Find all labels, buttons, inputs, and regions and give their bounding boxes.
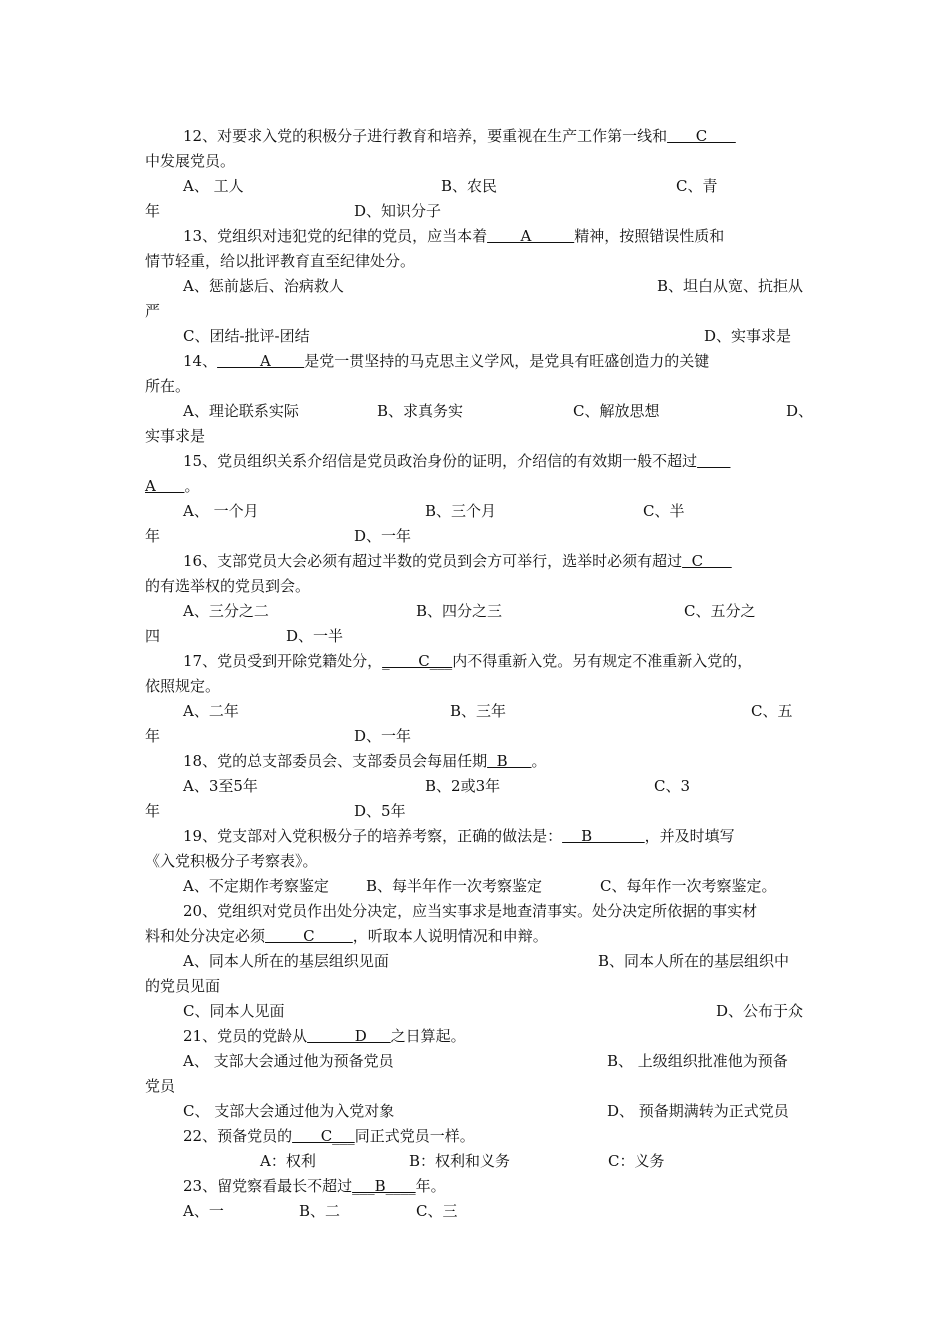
answer-blank: C [667, 127, 736, 145]
option-c: C、五 [751, 702, 793, 720]
option-c: C、团结-批评-团结 [183, 327, 310, 345]
option-d: D、公布于众 [716, 1002, 804, 1020]
question-18-text: 18、党的总支部委员会、支部委员会每届任期 B 。 [183, 752, 547, 770]
option-a: A、二年 [183, 702, 239, 720]
option-a: A、一 [183, 1202, 224, 1220]
question-15-text: 15、党员组织关系介绍信是党员政治身份的证明，介绍信的有效期一般不超过 [183, 450, 730, 472]
question-20-text: 20、党组织对党员作出处分决定，应当实事求是地查清事实。处分决定所依据的事实材 [183, 902, 758, 920]
option-d: D、一半 [286, 627, 344, 645]
answer-blank: A [487, 227, 575, 245]
answer-blank: A [217, 352, 305, 370]
question-16-text-cont: 的有选举权的党员到会。 [145, 577, 311, 595]
question-22-text: 22、预备党员的 C___同正式党员一样。 [183, 1127, 475, 1145]
option-c: C、解放思想 [573, 402, 660, 420]
option-a: A：权利 [260, 1152, 316, 1170]
option-b: B、同本人所在的基层组织中 [598, 952, 790, 970]
option-c-cont: 年 [145, 802, 161, 820]
answer-blank: ___B____ [352, 1177, 416, 1195]
option-d: D、5年 [354, 802, 406, 820]
option-b: B、四分之三 [416, 602, 503, 620]
option-b: B、每半年作一次考察鉴定 [366, 877, 543, 895]
question-13-text-cont: 情节轻重，给以批评教育直至纪律处分。 [145, 252, 416, 270]
question-14-text: 14、 A 是党一贯坚持的马克思主义学风，是党具有旺盛创造力的关键 [183, 352, 710, 370]
option-c: C、 支部大会通过他为入党对象 [183, 1102, 395, 1120]
option-b: B、农民 [441, 177, 498, 195]
option-d: D、一年 [354, 527, 412, 545]
option-b-cont: 的党员见面 [145, 977, 221, 995]
option-b: B、坦白从宽、抗拒从 [657, 277, 804, 295]
question-17-text-cont: 依照规定。 [145, 677, 221, 695]
answer-blank: _ C___ [382, 652, 453, 670]
answer-blank: C [265, 927, 353, 945]
option-d: D、知识分子 [354, 202, 442, 220]
answer-blank: B [562, 827, 645, 845]
question-15-text-cont: A 。 [145, 477, 200, 495]
option-a: A、理论联系实际 [183, 402, 299, 420]
question-13-text: 13、党组织对违犯党的纪律的党员，应当本着 A 精神，按照错误性质和 [183, 227, 725, 245]
option-d: D、一年 [354, 727, 412, 745]
option-c: C：义务 [608, 1152, 665, 1170]
option-c: C、半 [643, 502, 685, 520]
option-c: C、三 [416, 1202, 458, 1220]
option-c: C、五分之 [684, 602, 756, 620]
question-19-text: 19、党支部对入党积极分子的培养考察，正确的做法是： B ，并及时填写 [183, 827, 735, 845]
option-c-cont: 年 [145, 527, 161, 545]
answer-blank: B [487, 752, 532, 770]
option-c: C、3 [654, 777, 691, 795]
option-c: C、青 [676, 177, 718, 195]
option-a: A、 工人 [183, 177, 244, 195]
option-b: B、2或3年 [425, 777, 501, 795]
option-d: D、 预备期满转为正式党员 [607, 1102, 789, 1120]
option-b: B、二 [299, 1202, 341, 1220]
option-b-cont: 党员 [145, 1077, 176, 1095]
option-a: A、 支部大会通过他为预备党员 [183, 1052, 394, 1070]
option-c: C、同本人见面 [183, 1002, 285, 1020]
option-a: A、3至5年 [183, 777, 258, 795]
option-a: A、 一个月 [183, 502, 259, 520]
option-b: B、三个月 [425, 502, 497, 520]
option-a: A、三分之二 [183, 602, 269, 620]
option-b: B、 上级组织批准他为预备 [607, 1052, 788, 1070]
option-c-cont: 年 [145, 727, 161, 745]
question-17-text: 17、党员受到开除党籍处分，_ C___内不得重新入党。另有规定不准重新入党的， [183, 652, 753, 670]
option-c-cont: 四 [145, 627, 161, 645]
answer-blank: C___ [292, 1127, 355, 1145]
question-12-text-cont: 中发展党员。 [145, 152, 236, 170]
option-b-cont: 严 [145, 302, 161, 320]
answer-blank: C [682, 552, 732, 570]
question-23-text: 23、留党察看最长不超过___B____年。 [183, 1177, 446, 1195]
option-b: B：权利和义务 [409, 1152, 511, 1170]
option-a: A、惩前毖后、治病救人 [183, 277, 344, 295]
option-c-cont: 年 [145, 202, 161, 220]
question-20-text-cont: 料和处分决定必须 C ，听取本人说明情况和申辩。 [145, 927, 548, 945]
answer-blank [697, 452, 730, 470]
option-b: B、求真务实 [377, 402, 464, 420]
option-d: D、 [786, 402, 814, 420]
question-21-text: 21、党员的党龄从 D 之日算起。 [183, 1027, 466, 1045]
question-12-text: 12、对要求入党的积极分子进行教育和培养，要重视在生产工作第一线和 C [183, 127, 736, 145]
question-16-text: 16、支部党员大会必须有超过半数的党员到会方可举行，选举时必须有超过 C [183, 552, 732, 570]
answer-blank: A [145, 477, 185, 495]
option-a: A、同本人所在的基层组织见面 [183, 952, 389, 970]
option-a: A、不定期作考察鉴定 [183, 877, 329, 895]
option-d-cont: 实事求是 [145, 427, 206, 445]
option-b: B、三年 [450, 702, 507, 720]
answer-blank: D [307, 1027, 391, 1045]
option-d: D、实事求是 [704, 327, 792, 345]
question-14-text-cont: 所在。 [145, 377, 191, 395]
option-c: C、每年作一次考察鉴定。 [600, 877, 777, 895]
question-19-text-cont: 《入党积极分子考察表》。 [145, 852, 318, 870]
